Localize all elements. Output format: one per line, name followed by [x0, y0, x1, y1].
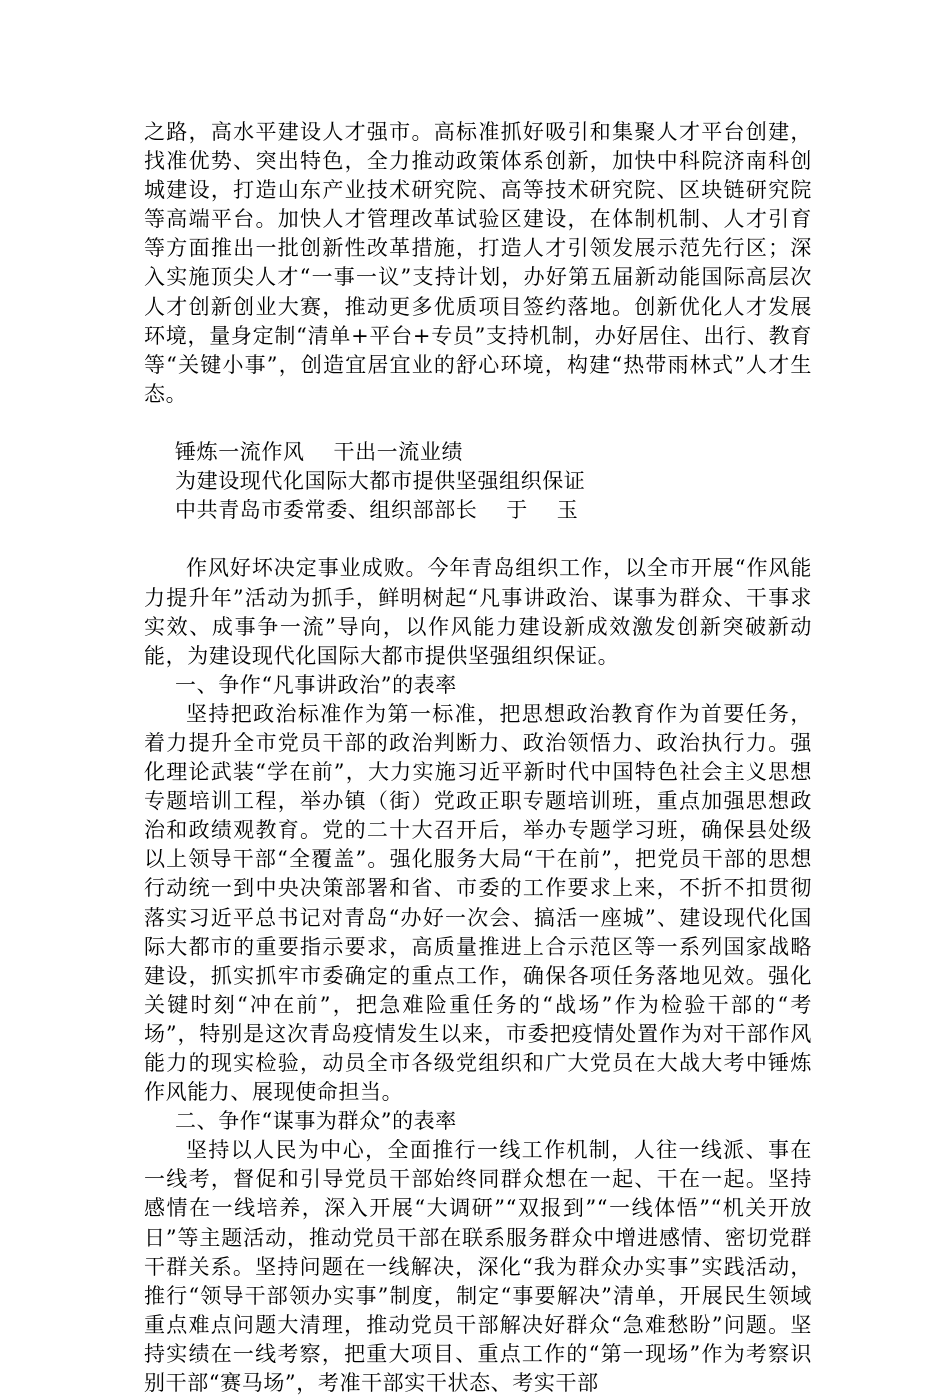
blank-line — [144, 409, 812, 438]
article-author: 中共青岛市委常委、组织部部长 于 玉 — [175, 498, 579, 523]
section-1-body: 坚持把政治标准作为第一标准，把思想政治教育作为首要任务，着力提升全市党员干部的政治判断力、政治领悟力、政治执行力。强化理论武装“学在前”，大力实施习近平新时代中国特色社会主义思想专题培训工程，举办镇（街）党政正职专题培训班，重点加强思想政治和政绩观教育。党的二十大召开后，举办专题学习班，确保县处级以上领导干部“全覆盖”。强化服务大局“干在前”，把党员干部的思想行动统一到中央决策部署和省、市委的工作要求上来，不折不扣贯彻落实习近平总书记对青岛“办好一次会、搞活一座城”、建设现代化国际大都市的重要指示要求，高质量推进上合示范区等一系列国家战略建设，抓实抓牢市委确定的重点工作，确保各项任务落地见效。强化关键时刻“冲在前”，把急难险重任务的“战场”作为检验干部的“考场”，特别是这次青岛疫情发生以来，市委把疫情处置作为对干部作风能力的现实检验，动员全市各级党组织和广大党员在大战大考中锤炼作风能力、展现使命担当。 — [144, 701, 812, 1105]
opening-paragraph: 之路，高水平建设人才强市。高标准抓好吸引和集聚人才平台创建，找准优势、突出特色，全力推动政策体系创新，加快中科院济南科创城建设，打造山东产业技术研究院、高等技术研究院、区块链研究院等高端平台。加快人才管理改革试验区建设，在体制机制、人才引育等方面推出一批创新性改革措施，打造人才引领发展示范先行区；深入实施顶尖人才“一事一议”支持计划，办好第五届新动能国际高层次人才创新创业大赛，推动更多优质项目签约落地。创新优化人才发展环境，量身定制“清单+平台+专员”支持机制，办好居住、出行、教育等“关键小事”，创造宜居宜业的舒心环境，构建“热带雨林式”人才生态。 — [144, 120, 812, 406]
section-2-heading: 二、争作“谋事为群众”的表率 — [175, 1109, 457, 1134]
article-title: 锤炼一流作风 干出一流业绩 — [175, 440, 464, 465]
section-2-body: 坚持以人民为中心，全面推行一线工作机制，人往一线派、事在一线考，督促和引导党员干部始终同群众想在一起、干在一起。坚持感情在一线培养，深入开展“大调研”“双报到”“一线体悟”“机关开放日”等主题活动，推动党员干部在联系服务群众中增进感情、密切党群干群关系。坚持问题在一线解决，深化“我为群众办实事”实践活动，推行“领导干部领办实事”制度，制定“事要解决”清单，开展民生领域重点难点问题大清理，推动党员干部解决好群众“急难愁盼”问题。坚持实绩在一线考察，把重大项目、重点工作的“第一现场”作为考察识别干部“赛马场”，考准干部实干状态、考实干部 — [144, 1138, 812, 1396]
article-intro: 作风好坏决定事业成败。今年青岛组织工作，以全市开展“作风能力提升年”活动为抓手，鲜明树起“凡事讲政治、谋事为群众、干事求实效、成事争一流”导向，以作风能力建设新成效激发创新突破新动能，为建设现代化国际大都市提供坚强组织保证。 — [144, 556, 812, 668]
section-1-heading: 一、争作“凡事讲政治”的表率 — [175, 672, 457, 697]
blank-line — [144, 525, 812, 554]
document-page — [144, 118, 812, 1398]
article-subtitle: 为建设现代化国际大都市提供坚强组织保证 — [175, 469, 586, 494]
